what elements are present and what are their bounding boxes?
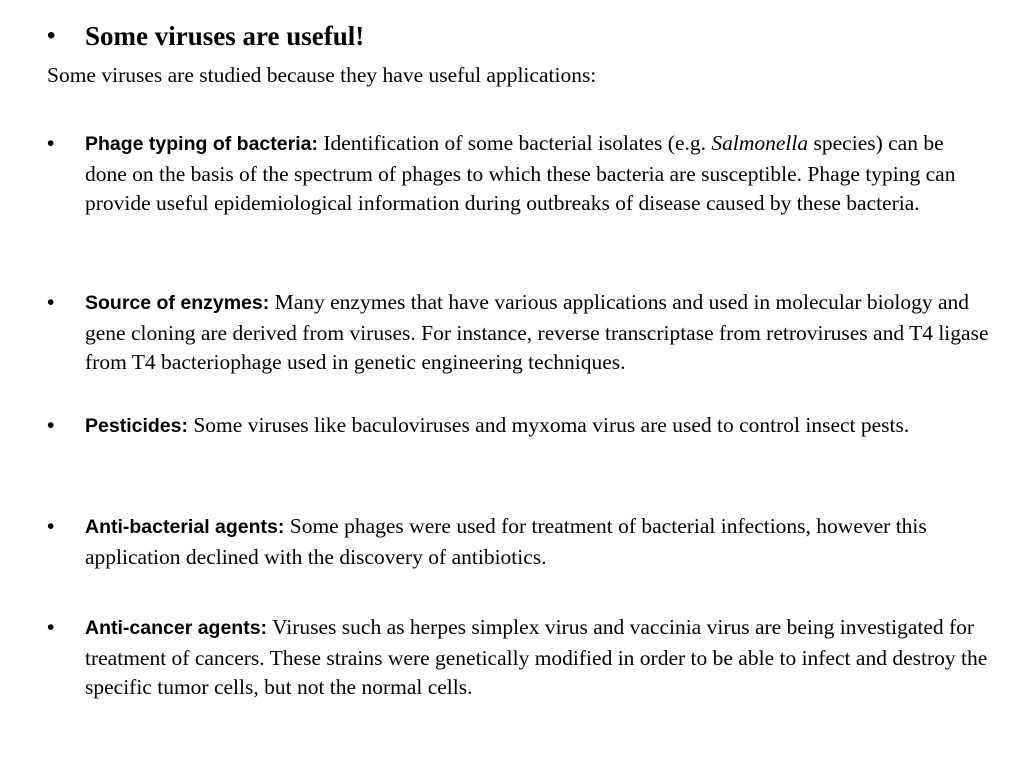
bullet-icon: • bbox=[47, 291, 55, 314]
item-term: Source of enzymes: bbox=[85, 292, 270, 314]
item-body bbox=[85, 613, 990, 703]
item-body bbox=[85, 288, 990, 378]
bullet-icon: • bbox=[47, 515, 55, 538]
bullet-icon: • bbox=[47, 22, 56, 49]
bullet-icon: • bbox=[47, 616, 55, 639]
item-text: species) can be done on the basis of the spectrum of phages to which these bacteria are susceptible. Phage typing can provide useful epidemiological information during outbreaks of disease caused by these bacteria. bbox=[85, 131, 956, 215]
item-body bbox=[85, 129, 990, 219]
item-body bbox=[85, 411, 990, 442]
slide-title: Some viruses are useful! bbox=[85, 21, 365, 51]
bullet-icon: • bbox=[47, 132, 55, 155]
intro-text: Some viruses are studied because they have useful applications: bbox=[47, 63, 597, 87]
item-text: Viruses such as herpes simplex virus and vaccinia virus are being investigated for treatment of cancers. These strains were genetically modified in order to be able to infect and destroy the specific tumor cells, but not the normal cells. bbox=[85, 615, 988, 699]
item-term: Phage typing of bacteria: bbox=[85, 133, 318, 155]
item-body bbox=[85, 512, 990, 572]
item-text: Some viruses like baculoviruses and myxoma virus are used to control insect pests. bbox=[187, 413, 910, 437]
item-text: Identification of some bacterial isolates (e.g. bbox=[317, 131, 712, 155]
item-term: Anti-bacterial agents: bbox=[85, 516, 285, 538]
item-text: Some phages were used for treatment of bacterial infections, however this application declined with the discovery of antibiotics. bbox=[85, 514, 927, 569]
item-term: Anti-cancer agents: bbox=[85, 617, 268, 639]
item-term: Pesticides: bbox=[85, 415, 188, 437]
item-text: Many enzymes that have various applications and used in molecular biology and gene cloning are derived from viruses. For instance, reverse transcriptase from retroviruses and T4 ligase from T4 bacteriophage used in genetic engineering techniques. bbox=[85, 290, 989, 374]
bullet-icon: • bbox=[47, 414, 55, 437]
item-italic-text: Salmonella bbox=[711, 131, 809, 155]
